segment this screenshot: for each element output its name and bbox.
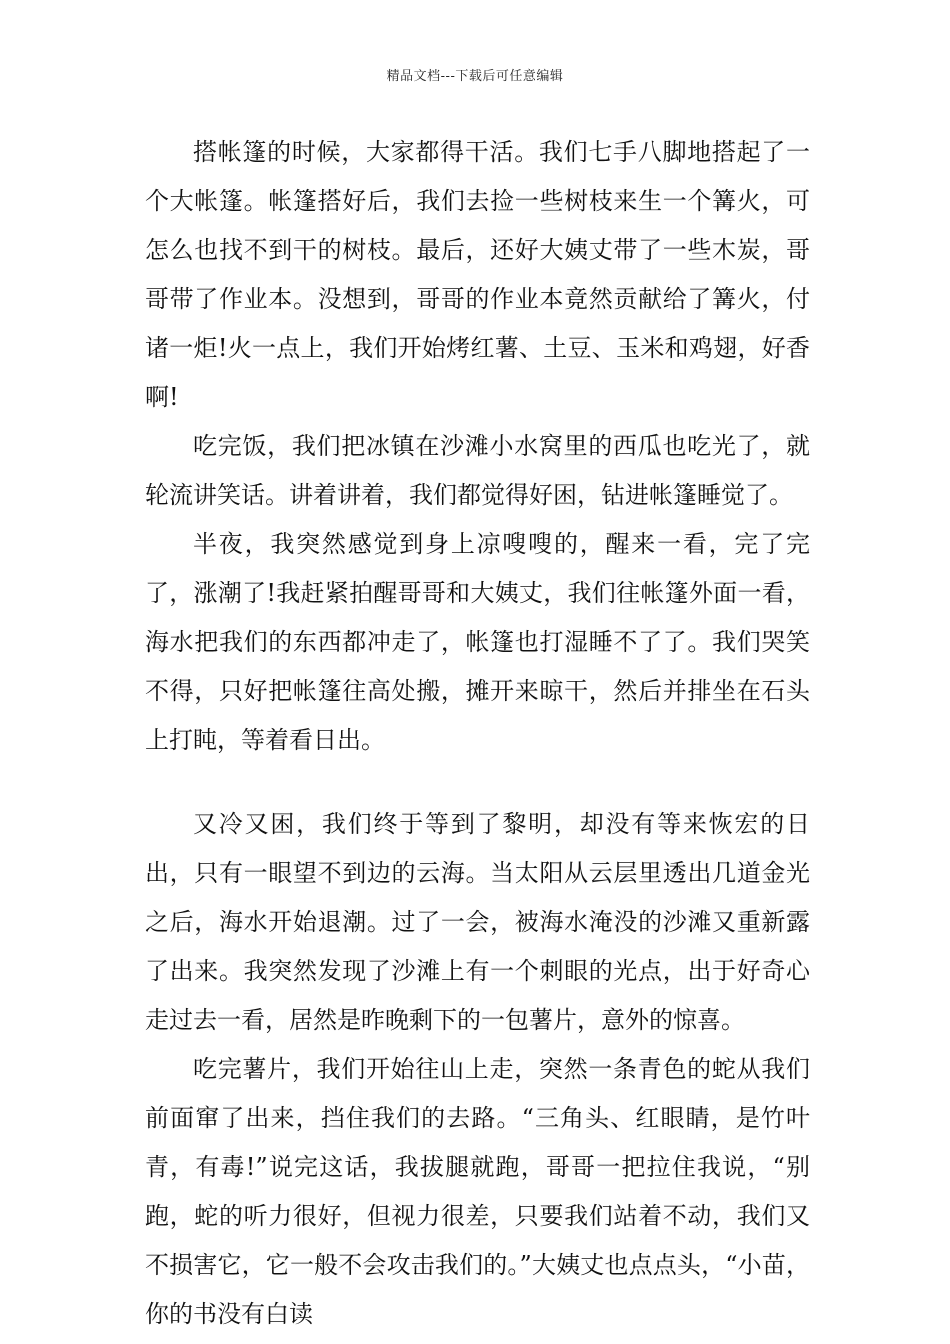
- page-header: 精品文档---下载后可任意编辑: [386, 69, 564, 84]
- paragraph-3: 半夜，我突然感觉到身上凉嗖嗖的，醒来一看，完了完了，涨潮了!我赶紧拍醒哥哥和大姨丈，我们往帐篷外面一看，海水把我们的东西都冲走了，帐篷也打湿睡不了了。我们哭笑不得，只好把帐篷往高处搬，摊开来晾干，然后并排坐在石头上打盹，等着看日出。: [145, 530, 810, 754]
- paragraph-5: 吃完薯片，我们开始往山上走，突然一条青色的蛇从我们前面窜了出来，挡住我们的去路。“三角头、红眼睛，是竹叶青，有毒!”说完这话，我拔腿就跑，哥哥一把拉住我说，“别跑，蛇的听力很好，但视力很差，只要我们站着不动，我们又不损害它，它一般不会攻击我们的。”大姨丈也点点头，“小苗，你的书没有白读: [145, 1055, 810, 1328]
- document-body: [145, 128, 810, 1339]
- paragraph-1: 搭帐篷的时候，大家都得干活。我们七手八脚地搭起了一个大帐篷。帐篷搭好后，我们去捡一些树枝来生一个篝火，可怎么也找不到干的树枝。最后，还好大姨丈带了一些木炭，哥哥带了作业本。没想到，哥哥的作业本竟然贡献给了篝火，付诸一炬!火一点上，我们开始烤红薯、土豆、玉米和鸡翅，好香啊!: [145, 138, 810, 411]
- paragraph-gap: [145, 765, 810, 800]
- paragraph-2: 吃完饭，我们把冰镇在沙滩小水窝里的西瓜也吃光了，就轮流讲笑话。讲着讲着，我们都觉得好困，钻进帐篷睡觉了。: [145, 432, 810, 509]
- paragraph-4: 又冷又困，我们终于等到了黎明，却没有等来恢宏的日出，只有一眼望不到边的云海。当太阳从云层里透出几道金光之后，海水开始退潮。过了一会，被海水淹没的沙滩又重新露了出来。我突然发现了沙滩上有一个刺眼的光点，出于好奇心走过去一看，居然是昨晚剩下的一包薯片，意外的惊喜。: [145, 810, 810, 1034]
